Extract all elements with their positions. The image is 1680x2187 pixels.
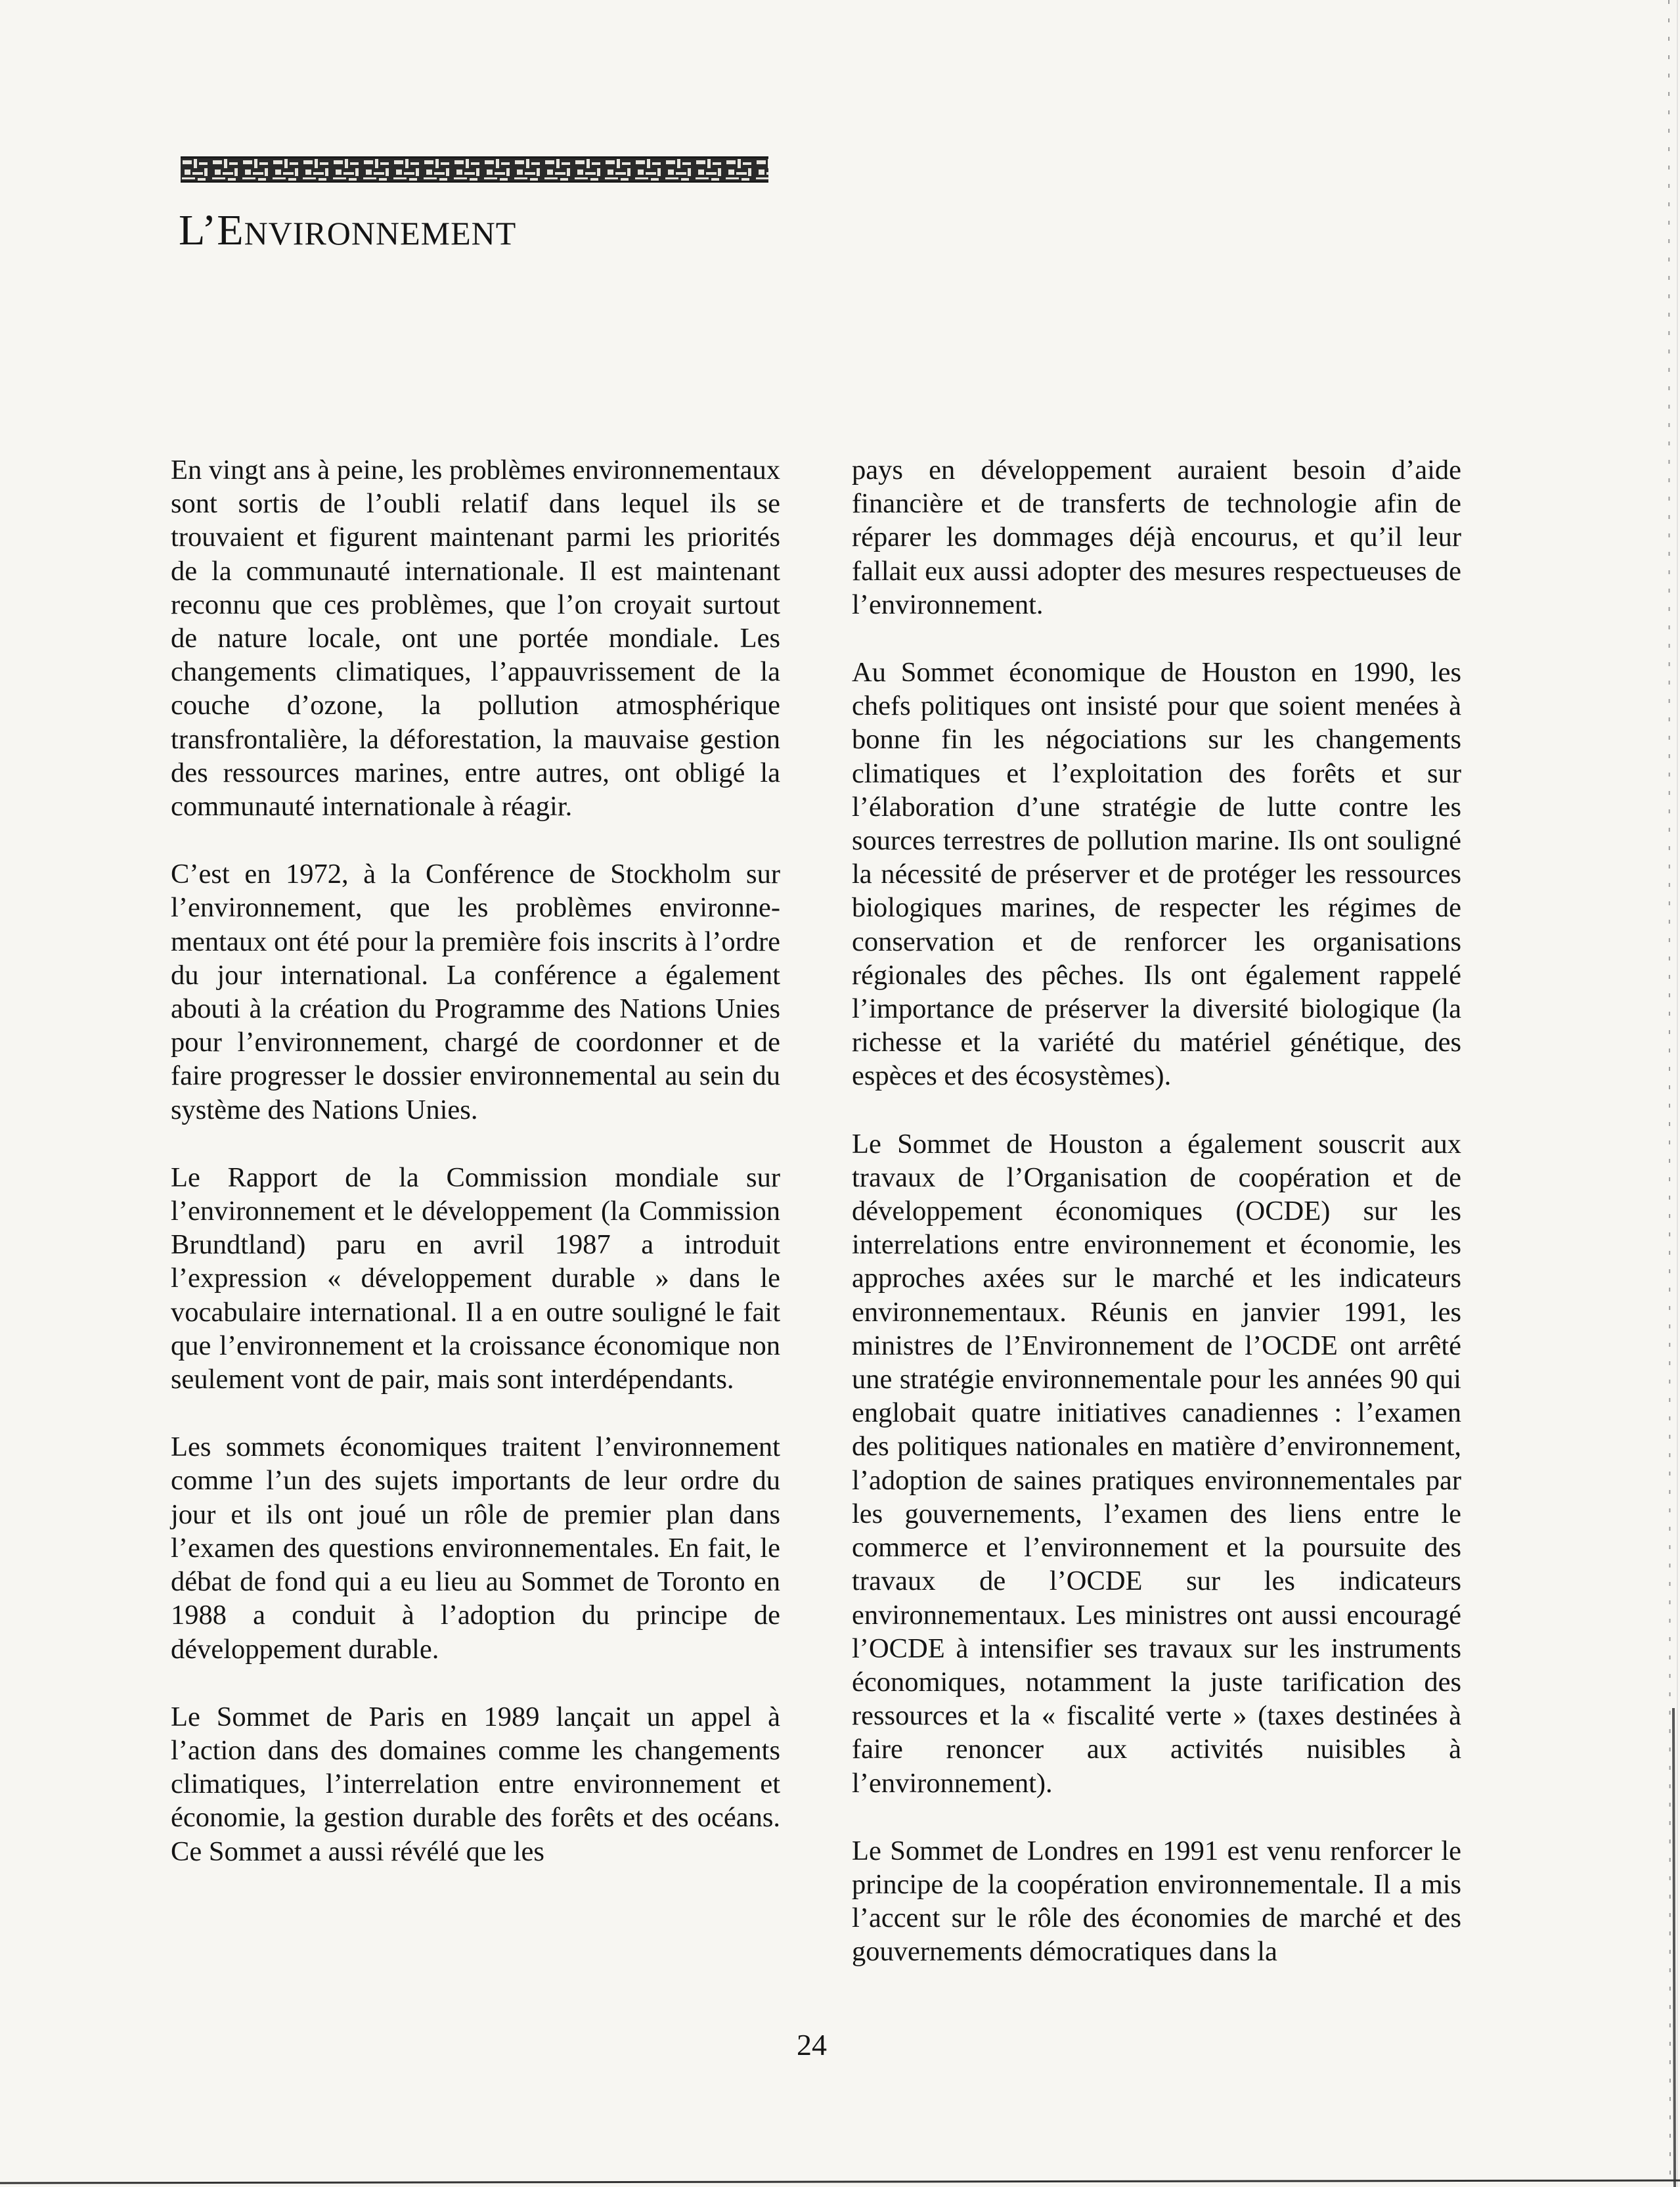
paragraph: Les sommets économiques traitent l’environnement comme l’un des sujets importants de leur ordre du jour et ils ont joué un rôle de premier plan dans l’examen des questions environnementales. En fait, le débat de fond qui a eu lieu au Sommet de Toronto en 1988 a conduit à l’adoption du principe de développement durable. xyxy=(171,1432,780,1665)
left-column xyxy=(171,453,780,1903)
title-initial: L’E xyxy=(179,206,244,254)
page-number: 24 xyxy=(797,2028,827,2062)
paragraph: Le Rapport de la Commission mondiale sur l’environnement et le développement (la Commission Brundtland) paru en avril 1987 a introduit l’expression « développement durable » dans le vocabulaire international. Il a en outre souligné le fait que l’environnement et la croissance économique non seulement vont de pair, mais sont interdépendants. xyxy=(171,1161,780,1395)
title-rest: NVIRONNEMENT xyxy=(244,215,517,252)
paragraph: Le Sommet de Paris en 1989 lançait un appel à l’action dans des domaines comme les changements climatiques, l’interrelation entre environnement et économie, la gestion durable des forêts et des océans. Ce Sommet a aussi révélé que les xyxy=(171,1701,780,1867)
decorative-header-band xyxy=(181,156,768,183)
paragraph: Le Sommet de Londres en 1991 est venu renforcer le principe de la coopération environnementale. Il a mis l’accent sur le rôle des économies de marché et des gouvernements démocratiques dans la xyxy=(852,1835,1461,1968)
paragraph: Au Sommet économique de Houston en 1990, les chefs politiques ont insisté pour que soient menées à bonne fin les négociations sur les changements climatiques et l’exploitation des forêts et sur l’élaboration d’une stratégie de lutte contre les sources terrestres de pollution marine. Ils ont souligné la nécessité de préserver et de protéger les ressources biologiques marines, de respecter les régimes de conservation et de renforcer les organisations régionales des pêches. Ils ont également rappelé l’importance de préserver la diversité biologique (la richesse et la variété du matériel génétique, des espèces et des écosystèmes). xyxy=(852,657,1461,1092)
page-title xyxy=(179,206,517,254)
scan-page-edge xyxy=(1639,0,1680,2187)
paragraph: C’est en 1972, à la Conférence de Stockholm sur l’environnement, que les problèmes environnementaux ont été pour la première fois inscrits à l’ordre du jour international. La conférence a également abouti à la création du Programme des Nations Unies pour l’environnement, chargé de coordonner et de faire progresser le dossier environnemental au sein du système des Nations Unies. xyxy=(171,859,780,1125)
paragraph: Le Sommet de Houston a également souscrit aux travaux de l’Organisation de coopération et de développement économiques (OCDE) sur les interrelations entre environnement et économie, les approches axées sur le marché et les indicateurs environnementaux. Réunis en janvier 1991, les ministres de l’Environnement de l’OCDE ont arrêté une stratégie environnementale pour les années 90 qui englobait quatre initiatives canadiennes : l’examen des politiques nationales en matière d’environnement, l’adoption de saines pratiques environnementales par les gouvernements, l’examen des liens entre le commerce et l’environnement et la poursuite des travaux de l’OCDE sur les indicateurs environnementaux. Les ministres ont aussi encouragé l’OCDE à intensifier ses travaux sur les instruments économiques, notamment la juste tarification des ressources et la « fiscalité verte » (taxes destinées à faire renoncer aux activités nuisibles à l’environnement). xyxy=(852,1128,1461,1799)
right-column xyxy=(852,453,1461,2003)
paragraph: pays en développement auraient besoin d’aide financière et de transferts de technologie afin de réparer les dommages déjà encourus, et qu’il leur fallait eux aussi adopter des mesures respectueuses de l’environnement. xyxy=(852,455,1461,620)
scan-bottom-edge xyxy=(0,2161,1680,2187)
paragraph: En vingt ans à peine, les problèmes environnementaux sont sortis de l’oubli relatif dans lequel ils se trouvaient et figurent maintenant parmi les priorités de la communauté internationale. Il est maintenant reconnu que ces problèmes, que l’on croyait surtout de nature locale, ont une portée mondiale. Les changements climatiques, l’appauvrissement de la couche d’ozone, la pollution atmosphérique transfrontalière, la déforestation, la mauvaise gestion des ressources marines, entre autres, ont obligé la communauté internationale à réagir. xyxy=(171,455,780,823)
